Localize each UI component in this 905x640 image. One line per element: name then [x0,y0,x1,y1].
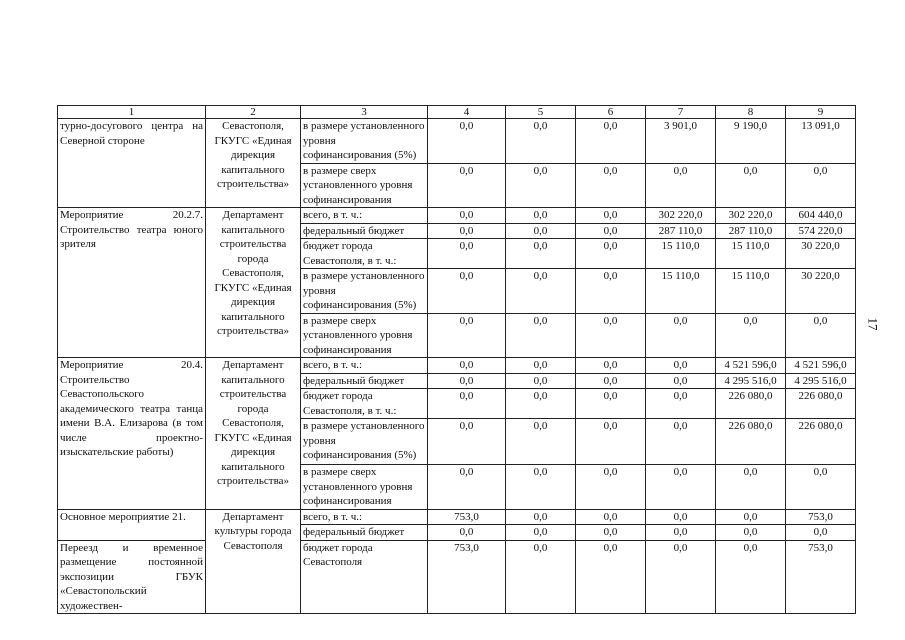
value-cell: 0,0 [506,239,576,269]
value-cell: 0,0 [646,358,716,374]
value-cell: 0,0 [576,509,646,525]
value-cell: 0,0 [506,389,576,419]
funding-source-cell: в размере установленного уровня софинансирования (5%) [301,119,428,164]
value-cell: 302 220,0 [646,208,716,224]
value-cell: 0,0 [576,525,646,541]
funding-source-cell: в размере установленного уровня софинансирования (5%) [301,419,428,465]
value-cell: 0,0 [576,419,646,465]
value-cell: 753,0 [786,509,856,525]
value-cell: 0,0 [428,419,506,465]
funding-source-cell: федеральный бюджет [301,525,428,541]
value-cell: 226 080,0 [786,419,856,465]
funding-source-cell: всего, в т. ч.: [301,509,428,525]
value-cell: 0,0 [576,465,646,510]
value-cell: 0,0 [576,373,646,389]
value-cell: 287 110,0 [716,223,786,239]
funding-source-cell: бюджет города Севастополя, в т. ч.: [301,239,428,269]
funding-source-cell: бюджет города Севастополя, в т. ч.: [301,389,428,419]
value-cell: 0,0 [576,269,646,314]
value-cell: 0,0 [576,208,646,224]
value-cell: 0,0 [716,465,786,510]
table-row [58,540,856,614]
value-cell: 0,0 [786,525,856,541]
value-cell: 0,0 [506,509,576,525]
value-cell: 0,0 [506,163,576,208]
value-cell: 15 110,0 [646,269,716,314]
column-header: 3 [301,106,428,119]
value-cell: 0,0 [506,119,576,164]
value-cell: 226 080,0 [716,389,786,419]
value-cell: 0,0 [646,465,716,510]
value-cell: 0,0 [506,269,576,314]
table-row [58,208,856,224]
value-cell: 0,0 [646,163,716,208]
value-cell: 0,0 [428,239,506,269]
column-header: 7 [646,106,716,119]
value-cell: 0,0 [428,269,506,314]
page-number: 17 [865,317,881,331]
value-cell: 9 190,0 [716,119,786,164]
value-cell: 0,0 [428,208,506,224]
value-cell: 226 080,0 [716,419,786,465]
value-cell: 0,0 [576,239,646,269]
executor-cell: Департамент капитального строительства города Севастополя, ГКУГС «Единая дирекция капитального строительства» [206,208,301,358]
budget-table [57,105,856,614]
value-cell: 0,0 [716,540,786,614]
value-cell: 0,0 [428,373,506,389]
value-cell: 0,0 [428,358,506,374]
value-cell: 0,0 [428,525,506,541]
value-cell: 0,0 [428,119,506,164]
value-cell: 0,0 [506,313,576,358]
value-cell: 0,0 [576,358,646,374]
value-cell: 0,0 [506,373,576,389]
value-cell: 0,0 [576,540,646,614]
measure-name-cell: турно-досугового центра на Северной стороне [58,119,206,208]
value-cell: 4 521 596,0 [786,358,856,374]
table-row [58,358,856,374]
value-cell: 3 901,0 [646,119,716,164]
value-cell: 0,0 [506,358,576,374]
value-cell: 0,0 [646,525,716,541]
value-cell: 0,0 [646,540,716,614]
value-cell: 226 080,0 [786,389,856,419]
value-cell: 0,0 [576,163,646,208]
executor-cell: Департамент капитального строительства города Севастополя, ГКУГС «Единая дирекция капитального строительства» [206,358,301,510]
value-cell: 0,0 [646,389,716,419]
funding-source-cell: федеральный бюджет [301,373,428,389]
funding-source-cell: всего, в т. ч.: [301,358,428,374]
value-cell: 0,0 [506,465,576,510]
value-cell: 0,0 [646,419,716,465]
column-header: 6 [576,106,646,119]
value-cell: 0,0 [716,509,786,525]
value-cell: 0,0 [646,373,716,389]
table-row [58,119,856,164]
funding-source-cell: федеральный бюджет [301,223,428,239]
value-cell: 0,0 [786,465,856,510]
measure-name-cell: Переезд и временное размещение постоянной экспозиции ГБУК «Севастопольский художествен- [58,540,206,614]
table-header-row [58,106,856,119]
value-cell: 30 220,0 [786,239,856,269]
funding-source-cell: в размере сверх установленного уровня софинансирования [301,313,428,358]
value-cell: 0,0 [576,223,646,239]
value-cell: 0,0 [506,223,576,239]
value-cell: 604 440,0 [786,208,856,224]
value-cell: 0,0 [646,509,716,525]
column-header: 1 [58,106,206,119]
value-cell: 15 110,0 [646,239,716,269]
value-cell: 4 521 596,0 [716,358,786,374]
value-cell: 0,0 [786,313,856,358]
column-header: 5 [506,106,576,119]
value-cell: 753,0 [786,540,856,614]
value-cell: 15 110,0 [716,239,786,269]
value-cell: 15 110,0 [716,269,786,314]
value-cell: 4 295 516,0 [716,373,786,389]
executor-cell: Севастополя, ГКУГС «Единая дирекция капитального строительства» [206,119,301,208]
value-cell: 0,0 [428,465,506,510]
value-cell: 0,0 [428,313,506,358]
column-header: 8 [716,106,786,119]
funding-source-cell: в размере установленного уровня софинансирования (5%) [301,269,428,314]
measure-name-cell: Основное мероприятие 21. [58,509,206,540]
table-row [58,509,856,525]
value-cell: 287 110,0 [646,223,716,239]
value-cell: 0,0 [506,540,576,614]
value-cell: 0,0 [506,419,576,465]
column-header: 2 [206,106,301,119]
funding-source-cell: в размере сверх установленного уровня софинансирования [301,465,428,510]
value-cell: 0,0 [786,163,856,208]
measure-name-cell: Мероприятие 20.4. Строительство Севастопольского академического театра танца имени В.А. Елизарова (в том числе проектно-изыскательские работы) [58,358,206,510]
value-cell: 0,0 [428,389,506,419]
value-cell: 0,0 [428,223,506,239]
funding-source-cell: всего, в т. ч.: [301,208,428,224]
value-cell: 0,0 [716,525,786,541]
value-cell: 30 220,0 [786,269,856,314]
column-header: 4 [428,106,506,119]
column-header: 9 [786,106,856,119]
value-cell: 302 220,0 [716,208,786,224]
value-cell: 0,0 [506,525,576,541]
value-cell: 0,0 [716,313,786,358]
value-cell: 0,0 [646,313,716,358]
value-cell: 753,0 [428,509,506,525]
value-cell: 0,0 [506,208,576,224]
value-cell: 4 295 516,0 [786,373,856,389]
funding-source-cell: в размере сверх установленного уровня софинансирования [301,163,428,208]
value-cell: 0,0 [576,313,646,358]
value-cell: 0,0 [576,389,646,419]
funding-source-cell: бюджет города Севастополя [301,540,428,614]
value-cell: 13 091,0 [786,119,856,164]
value-cell: 0,0 [428,163,506,208]
value-cell: 574 220,0 [786,223,856,239]
executor-cell: Департамент культуры города Севастополя [206,509,301,614]
measure-name-cell: Мероприятие 20.2.7. Строительство театра юного зрителя [58,208,206,358]
value-cell: 753,0 [428,540,506,614]
value-cell: 0,0 [576,119,646,164]
value-cell: 0,0 [716,163,786,208]
